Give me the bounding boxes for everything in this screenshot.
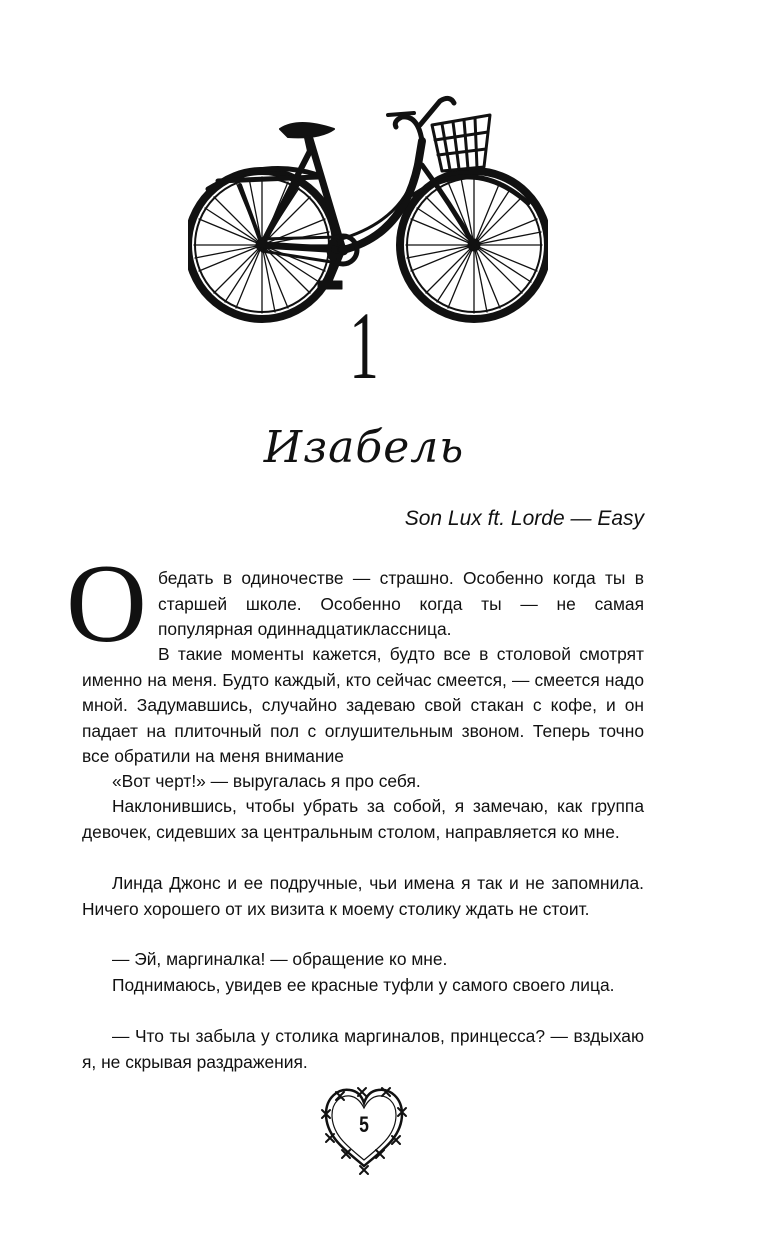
basket [432,115,490,171]
page-number: 5 [359,1112,369,1137]
chapter-title: Изабель [263,422,465,473]
paragraph-8: — Что ты забыла у столика маргиналов, принцесса? — вздыхаю я, не скрывая раздражения. [82,1026,644,1072]
paragraph-4: Наклонившись, чтобы убрать за собой, я замечаю, как группа девочек, сидевших за центральным столом, направляется ко мне. [82,796,644,842]
paragraph-3: «Вот черт!» — выругалась я про себя. [112,771,421,791]
drop-cap: О [66,542,147,666]
paragraph-1: бедать в одиночестве — страшно. Особенно когда ты в старшей школе. Особенно когда ты — не самая популярная одиннадцатиклассница. [158,568,644,639]
paragraph-7: Поднимаюсь, увидев ее красные туфли у самого своего лица. [112,975,615,995]
paragraph-5: Линда Джонс и ее подручные, чьи имена я так и не запомнила. Ничего хорошего от их визита к моему столику ждать не стоит. [82,873,644,919]
paragraph-2: В такие моменты кажется, будто все в столовой смотрят именно на меня. Будто каждый, кто сейчас смеется, — смеется надо мной. Задумавшись, случайно задеваю свой стакан с кофе, и он падает на плиточный пол с оглушительным звоном. Теперь точно все обратили на меня внимание [82,644,644,766]
paragraph-6: — Эй, маргиналка! — обращение ко мне. [112,949,448,969]
chapter-epigraph: Son Lux ft. Lorde — Easy [404,507,644,530]
bicycle-illustration [188,85,548,325]
chapter-number: 1 [349,292,379,399]
